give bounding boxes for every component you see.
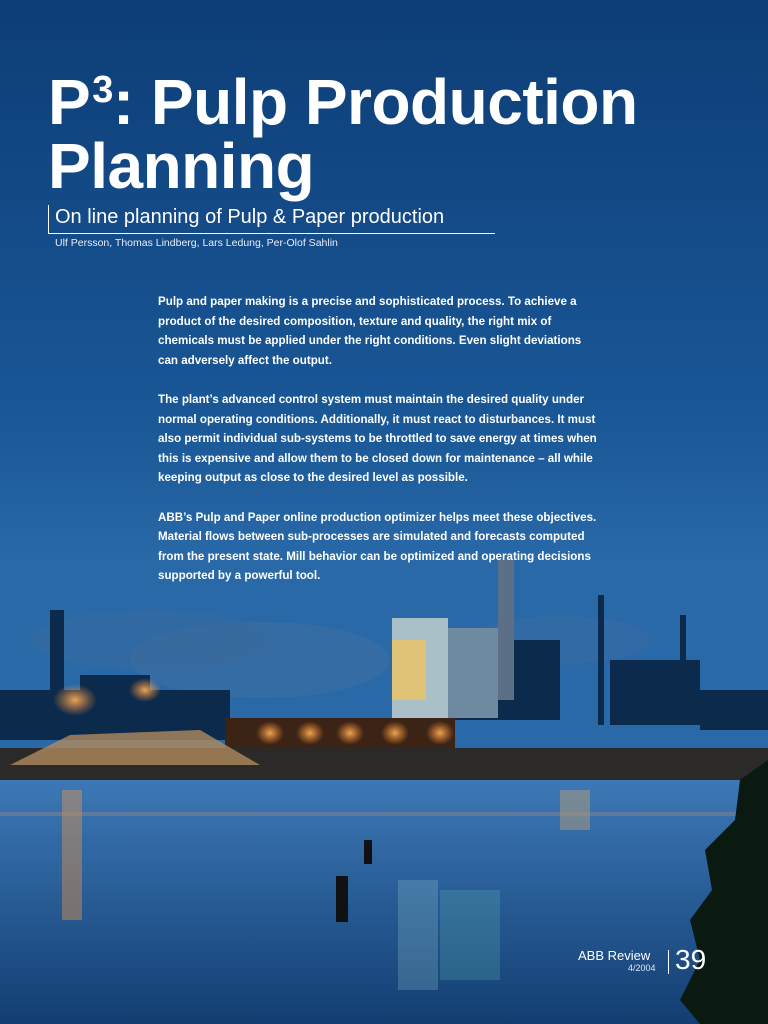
subtitle-rule <box>48 205 495 234</box>
water <box>0 780 768 1024</box>
piling <box>336 876 348 922</box>
issue-number: 4/2004 <box>628 963 656 973</box>
title-line2: Planning <box>48 130 315 202</box>
piling <box>364 840 372 864</box>
subtitle: On line planning of Pulp & Paper production <box>55 206 445 228</box>
mill-building <box>448 628 498 718</box>
page-number: 39 <box>675 944 707 975</box>
footer-divider <box>668 950 669 974</box>
paragraph: Pulp and paper making is a precise and sophisticated process. To achieve a product of the desired composition, texture and quality, the right mix of chemicals must be applied under the right conditions. Even slight deviations can adversely affect the output. <box>158 295 582 367</box>
page-title <box>48 58 638 202</box>
publication-name: ABB Review <box>578 948 651 963</box>
article-intro <box>158 292 598 606</box>
smoke-plume <box>30 610 270 670</box>
title-prefix: P <box>48 66 91 138</box>
title-superscript: 3 <box>92 69 113 111</box>
title-line1-rest: : Pulp Production <box>112 66 638 138</box>
paragraph: The plant’s advanced control system must maintain the desired quality under normal operating conditions. Additionally, it must react to disturbances. It must also permit individual sub-systems to be throttled to save energy at times when this is expensive and allow them to be closed down for maintenance – all while keeping output as close to the desired level as possible. <box>158 392 597 485</box>
paragraph: ABB’s Pulp and Paper online production optimizer helps meet these objectives. Material flows between sub-processes are simulated and forecasts computed from the present state. Mill behavior can be optimized and operating decisions supported by a powerful tool. <box>158 510 597 583</box>
mill-tower-lit <box>392 640 426 700</box>
authors: Ulf Persson, Thomas Lindberg, Lars Ledung, Per-Olof Sahlin <box>55 237 338 249</box>
